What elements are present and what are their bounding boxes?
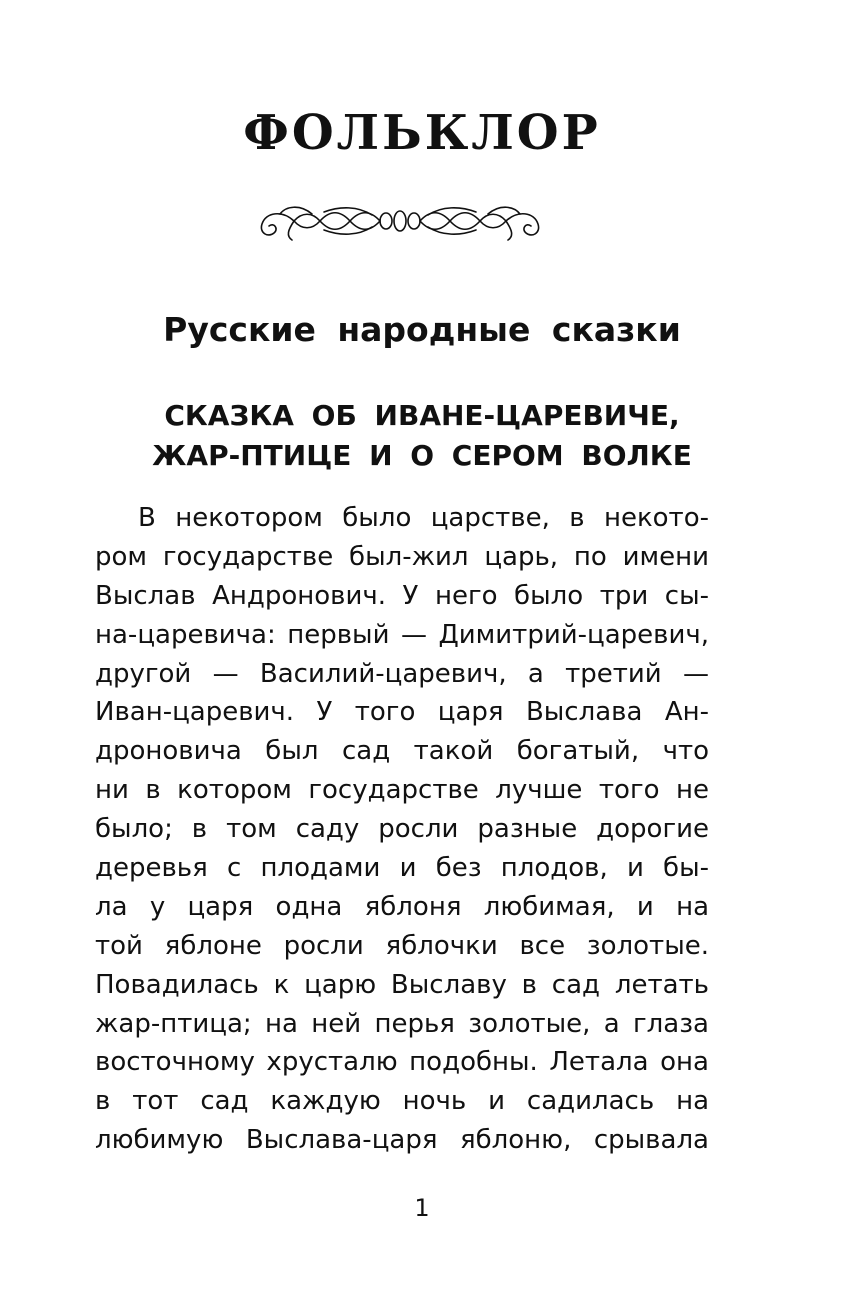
- text-line: ни в котором государстве лучше того не: [95, 775, 709, 806]
- flourish-ornament-icon: [252, 200, 548, 246]
- story-title: [0, 396, 844, 476]
- story-title-line-1: СКАЗКА ОБ ИВАНЕ-ЦАРЕВИЧЕ,: [164, 399, 680, 432]
- text-line: любимую Выслава-царя яблоню, срывала: [95, 1125, 709, 1156]
- text-line: в тот сад каждую ночь и садилась на: [95, 1086, 709, 1117]
- text-line: ром государстве был-жил царь, по имени: [95, 541, 709, 572]
- text-line: другой — Василий-царевич, а третий —: [95, 658, 709, 689]
- text-line: деревья с плодами и без плодов, и бы-: [95, 853, 709, 884]
- text-line: В некотором было царстве, в некото-: [138, 503, 709, 533]
- page-number: 1: [414, 1194, 430, 1222]
- text-line: на-царевича: первый — Димитрий-царевич,: [95, 619, 709, 650]
- story-body: [95, 499, 709, 1160]
- collection-subtitle: Русские народные сказки: [163, 310, 681, 349]
- text-line: ла у царя одна яблоня любимая, и на: [95, 891, 709, 922]
- text-line: было; в том саду росли разные дорогие: [95, 814, 709, 845]
- section-title: ФОЛЬКЛОР: [243, 105, 601, 161]
- text-line: Повадилась к царю Выславу в сад летать: [95, 969, 709, 1000]
- text-line: Выслав Андронович. У него было три сы-: [95, 580, 709, 611]
- text-line: той яблоне росли яблочки все золотые.: [95, 930, 709, 961]
- text-line: восточному хрусталю подобны. Летала она: [95, 1047, 709, 1078]
- story-title-line-2: ЖАР-ПТИЦЕ И О СЕРОМ ВОЛКЕ: [152, 439, 692, 472]
- text-line: Иван-царевич. У того царя Выслава Ан-: [95, 697, 709, 728]
- text-line: дроновича был сад такой богатый, что: [95, 736, 709, 767]
- text-line: жар-птица; на ней перья золотые, а глаза: [95, 1008, 709, 1039]
